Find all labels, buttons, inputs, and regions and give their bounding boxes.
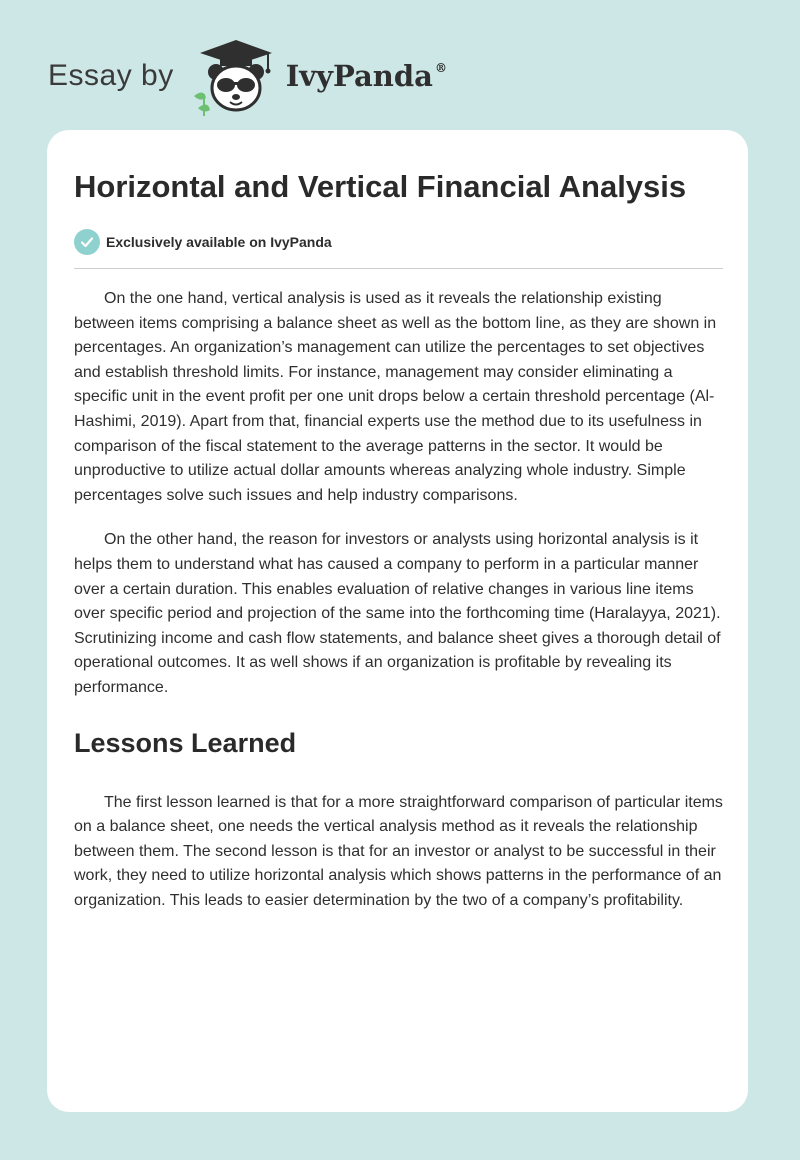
article-content bbox=[74, 130, 724, 913]
paragraph: The first lesson learned is that for a more straightforward comparison of particular items on a balance sheet, one needs the vertical analysis method as it reveals the relationship between them. The second lesson is that for an investor or analyst to be successful in their work, they need to utilize horizontal analysis which shows patterns in the performance of an organization. This leads to easier determination by the two of a company’s profitability. bbox=[74, 793, 723, 909]
ivypanda-logo-icon[interactable] bbox=[190, 36, 282, 116]
section-heading: Lessons Learned bbox=[74, 727, 297, 758]
divider bbox=[74, 268, 723, 269]
exclusive-badge bbox=[74, 228, 724, 256]
registered-mark: ® bbox=[434, 61, 447, 75]
article-card bbox=[47, 130, 748, 1112]
brand-name bbox=[286, 59, 447, 93]
site-header bbox=[48, 36, 447, 116]
exclusive-badge-text: Exclusively available on IvyPanda bbox=[106, 234, 332, 250]
check-icon bbox=[74, 229, 100, 255]
paragraph: On the other hand, the reason for investors or analysts using horizontal analysis is it helps them to understand what has caused a company to perform in a particular manner over a certain duration. This enables evaluation of relative changes in various line items over specific period and projection of the same into the forthcoming time (Haralayya, 2021). Scrutinizing income and cash flow statements, and balance sheet gives a thorough detail of operational outcomes. It as well shows if an organization is profitable by revealing its performance. bbox=[74, 531, 721, 696]
essay-by-label: Essay by bbox=[48, 59, 174, 92]
brand-text: IvyPanda bbox=[285, 59, 433, 93]
paragraph: On the one hand, vertical analysis is used as it reveals the relationship existing between items comprising a balance sheet as well as the bottom line, as they are shown in percentages. An organization’s management can utilize the percentages to set objectives and establish threshold limits. For instance, management may consider eliminating a specific unit in the event profit per one unit drops below a certain threshold percentage (Al-Hashimi, 2019). Apart from that, financial experts use the method due to its usefulness in comparison of the fiscal statement to the average patterns in the sector. It would be unproductive to utilize actual dollar amounts whereas analyzing whole industry. Simple percentages solve such issues and help industry comparisons. bbox=[74, 290, 717, 504]
article-title: Horizontal and Vertical Financial Analysis bbox=[74, 169, 687, 204]
